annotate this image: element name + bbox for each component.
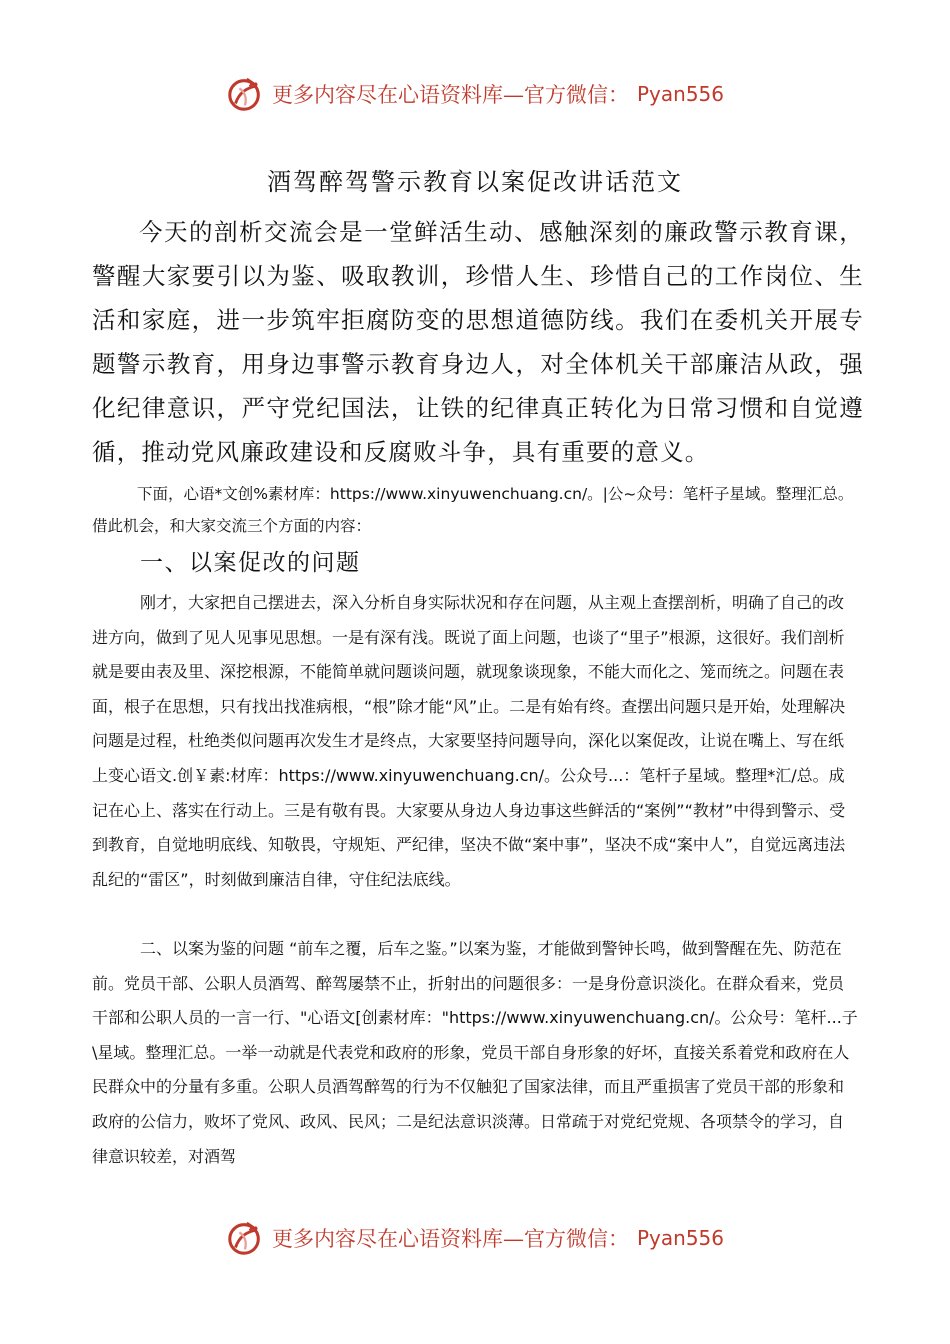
intro-paragraph: 今天的剖析交流会是一堂鲜活生动、感触深刻的廉政警示教育课，警醒大家要引以为鉴、吸取教训，珍惜人生、珍惜自己的工作岗位、生活和家庭，进一步筑牢拒腐防变的思想道德防线。我们在委机关开展专题警示教育，用身边事警示教育身边人，对全体机关干部廉洁从政，强化纪律意识，严守党纪国法，让铁的纪律真正转化为日常习惯和自觉遵循，推动党风廉政建设和反腐败斗争，具有重要的意义。 bbox=[92, 218, 864, 466]
banner-text: 更多内容尽在心语资料库—官方微信： bbox=[271, 1227, 629, 1251]
body-paragraph-1: 刚才，大家把自己摆进去，深入分析自身实际状况和存在问题，从主观上查摆剖析，明确了自己的改进方向，做到了见人见事见思想。一是有深有浅。既说了面上问题，也谈了“里子”根源，这很好。我们剖析就是要由表及里、深挖根源，不能简单就问题谈问题，就现象谈现象，不能大而化之、笼而统之。问题在表面，根子在思想，只有找出找准病根，“根”除才能“风”止。二是有始有终。查摆出问题只是开始，处理解决问题是过程，杜绝类似问题再次发生才是终点，大家要坚持问题导向，深化以案促改，让说在嘴上、写在纸上变心语文.创￥素:材库：https://www.xinyuwenchuang.cn/。公众号...：笔杆子星域。整理*汇/总。成记在心上、落实在行动上。三是有敬有畏。大家要从身边人身边事这些鲜活的“案例”“教材”中得到警示、受到教育，自觉地明底线、知敬畏，守规矩、严纪律，坚决不做“案中事”，坚决不成“案中人”，自觉远离违法乱纪的“雷区”，时刻做到廉洁自律，守住纪法底线。 bbox=[92, 593, 846, 889]
wechat-logo-icon bbox=[226, 1219, 264, 1257]
footer-watermark-banner bbox=[0, 1216, 950, 1260]
banner-text: 更多内容尽在心语资料库—官方微信： bbox=[271, 83, 629, 107]
header-watermark-banner bbox=[0, 72, 950, 116]
wechat-logo-icon bbox=[226, 75, 264, 113]
body-paragraph-2: 二、以案为鉴的问题 “前车之覆，后车之鉴。”以案为鉴，才能做到警钟长鸣，做到警醒在先、防范在前。党员干部、公职人员酒驾、醉驾屡禁不止，折射出的问题很多：一是身份意识淡化。在群众看来，党员干部和公职人员的一言一行、"心语文[创素材库："https://www.xinyuwenchuang.cn/。公众号：笔杆...子\星域。整理汇总。一举一动就是代表党和政府的形象，党员干部自身形象的好坏，直接关系着党和政府在人民群众中的分量有多重。公职人员酒驾醉驾的行为不仅触犯了国家法律，而且严重损害了党员干部的形象和政府的公信力，败坏了党风、政风、民风；二是纪法意识淡薄。日常疏于对党纪党规、各项禁令的学习，自律意识较差，对酒驾 bbox=[92, 939, 858, 1166]
banner-wechat-id: Pyan556 bbox=[636, 82, 724, 106]
document-title: 酒驾醉驾警示教育以案促改讲话范文 bbox=[267, 168, 683, 196]
section-heading-1: 一、以案促改的问题 bbox=[140, 550, 361, 576]
source-note-paragraph: 下面，心语*文创%素材库：https://www.xinyuwenchuang.cn/。|公~众号：笔杆子星域。整理汇总。借此机会，和大家交流三个方面的内容： bbox=[92, 485, 854, 535]
banner-wechat-id: Pyan556 bbox=[636, 1226, 724, 1250]
